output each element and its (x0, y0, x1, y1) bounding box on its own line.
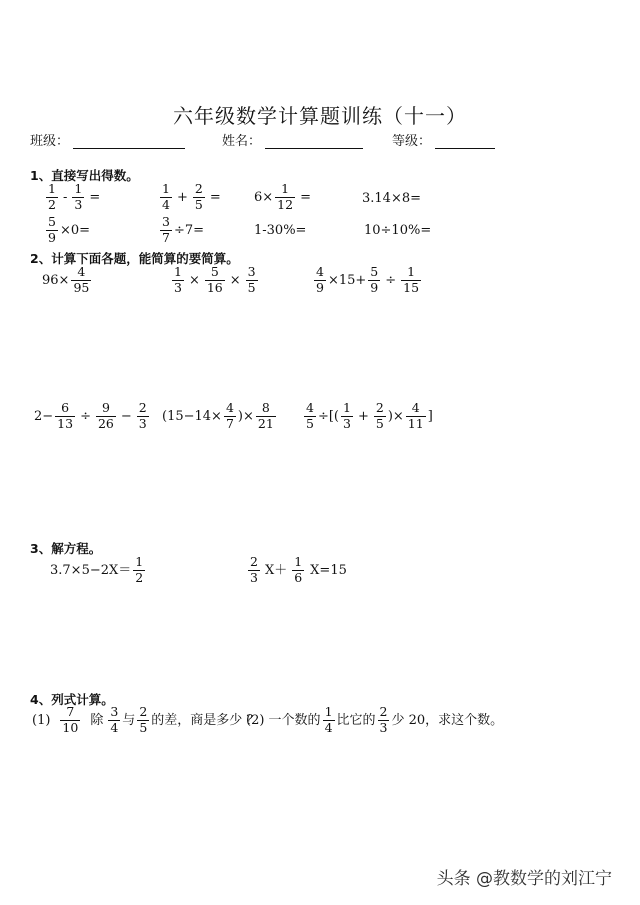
fraction: $\frac{1}{4}$ (324, 704, 333, 735)
name-blank[interactable] (265, 136, 363, 149)
fraction: $\frac{3}{4}$ (110, 704, 119, 735)
page-title: 六年级数学计算题训练（十一） (173, 104, 467, 128)
q2d-expression: 2− $\frac{6}{13}$ ÷ $\frac{9}{26}$ − $\frac{2}{3}$ (34, 400, 147, 431)
fraction: $\frac{1}{2}$ (48, 181, 56, 212)
q3b-equation: $\frac{2}{3}$ X＋ $\frac{1}{6}$ X=15 (250, 554, 347, 585)
grade-blank[interactable] (435, 136, 495, 149)
fraction: $\frac{1}{15}$ (403, 264, 420, 295)
q2b-expression: $\frac{1}{3}$ × $\frac{5}{16}$ × $\frac{3}{5}$ (174, 264, 256, 295)
fraction: $\frac{5}{9}$ (48, 214, 56, 245)
fraction: $\frac{5}{9}$ (370, 264, 379, 295)
fraction: $\frac{3}{7}$ (162, 214, 170, 245)
class-label: 班级： (30, 134, 70, 149)
fraction: $\frac{4}{5}$ (306, 400, 314, 431)
q1e-expression: $\frac{5}{9}$ ×0= (48, 214, 91, 245)
fraction: $\frac{2}{3}$ (379, 704, 388, 735)
fraction: $\frac{1}{3}$ (174, 264, 182, 295)
watermark-text: 头条 @教数学的刘江宁 (436, 869, 612, 889)
class-field (30, 130, 185, 149)
fraction: $\frac{8}{21}$ (257, 400, 274, 431)
section-3-heading: 3、解方程。 (30, 541, 102, 556)
q2f-expression: $\frac{4}{5}$ ÷[( $\frac{1}{3}$ + $\frac{2}{5}$ )× $\frac{4}{11}$ ] (306, 400, 433, 431)
fraction: $\frac{2}{5}$ (375, 400, 384, 431)
fraction: $\frac{4}{7}$ (225, 400, 234, 431)
q2a-expression: 96× $\frac{4}{95}$ (42, 264, 90, 295)
fraction: $\frac{1}{2}$ (135, 554, 144, 585)
fraction: $\frac{1}{4}$ (162, 181, 170, 212)
fraction: $\frac{1}{3}$ (74, 181, 83, 212)
fraction: $\frac{4}{9}$ (316, 264, 324, 295)
q4-problem-2: (2) 一个数的 $\frac{1}{4}$ 比它的 $\frac{2}{3}$ 少 20，求这个数。 (246, 704, 504, 735)
q2c-expression: $\frac{4}{9}$ ×15+ $\frac{5}{9}$ ÷ $\frac{1}{15}$ (316, 264, 420, 295)
q1h-expression: 10÷10%= (364, 223, 432, 238)
q1c-expression: 6× $\frac{1}{12}$ = (254, 181, 311, 212)
q2e-expression: (15−14× $\frac{4}{7}$ )× $\frac{8}{21}$ (162, 400, 274, 431)
q1b-expression: $\frac{1}{4}$ + $\frac{2}{5}$ = (162, 181, 221, 212)
fraction: $\frac{3}{5}$ (247, 264, 256, 295)
q1g-expression: 1-30%= (254, 223, 307, 238)
fraction: $\frac{2}{3}$ (250, 554, 258, 585)
fraction: $\frac{9}{26}$ (97, 400, 114, 431)
name-label: 姓名： (222, 134, 262, 149)
q1f-expression: $\frac{3}{7}$ ÷7= (162, 214, 205, 245)
q4-problem-1: (1) $\frac{7}{10}$ 除 $\frac{3}{4}$ 与 $\frac{2}{5}$ 的差，商是多少 ？ (32, 704, 260, 735)
q1d-expression: 3.14×8= (362, 191, 422, 206)
fraction: $\frac{6}{13}$ (57, 400, 74, 431)
section-2-heading: 2、计算下面各题，能简算的要简算。 (30, 251, 239, 266)
fraction: $\frac{1}{12}$ (277, 181, 294, 212)
section-1-heading: 1、直接写出得数。 (30, 168, 139, 183)
class-blank[interactable] (73, 136, 185, 149)
fraction: $\frac{2}{3}$ (138, 400, 147, 431)
fraction: $\frac{5}{16}$ (206, 264, 223, 295)
fraction: $\frac{4}{11}$ (407, 400, 424, 431)
q3a-equation: 3.7×5−2X＝ $\frac{1}{2}$ (50, 554, 144, 585)
fraction: $\frac{4}{95}$ (73, 264, 90, 295)
section-4-heading: 4、列式计算。 (30, 692, 114, 707)
fraction: $\frac{7}{10}$ (62, 704, 79, 735)
name-field (222, 130, 363, 149)
fraction: $\frac{1}{6}$ (294, 554, 303, 585)
grade-field (392, 130, 495, 149)
q1a-expression: $\frac{1}{2}$ - $\frac{1}{3}$ = (48, 181, 101, 212)
fraction: $\frac{2}{5}$ (194, 181, 203, 212)
fraction: $\frac{1}{3}$ (343, 400, 351, 431)
grade-label: 等级： (392, 134, 432, 149)
fraction: $\frac{2}{5}$ (139, 704, 148, 735)
